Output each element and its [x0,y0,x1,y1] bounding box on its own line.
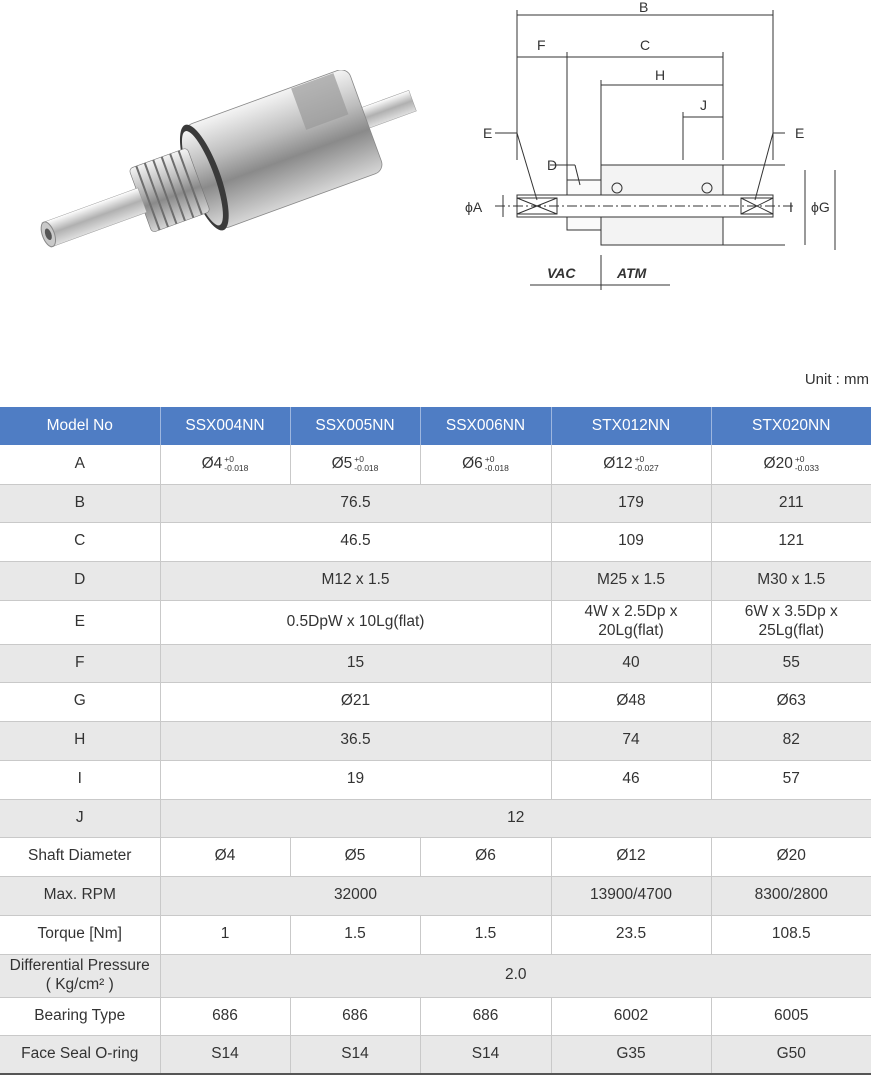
table-row [0,445,871,484]
label-atm: ATM [617,265,647,281]
row-label: Max. RPM [0,876,160,915]
header-stx020nn: STX020NN [711,407,871,445]
row-label: H [0,721,160,760]
table-cell: 4W x 2.5Dp x 20Lg(flat) [551,600,711,644]
table-cell: 74 [551,721,711,760]
table-cell: 0.5DpW x 10Lg(flat) [160,600,551,644]
table-cell: S14 [420,1035,551,1074]
row-label: Differential Pressure ( Kg/cm² ) [0,954,160,997]
table-cell: Ø21 [160,682,551,721]
row-label: J [0,799,160,837]
row-label: G [0,682,160,721]
table-cell: 211 [711,484,871,522]
table-row [0,954,871,997]
table-cell: 23.5 [551,915,711,954]
table-cell: Ø6 [420,837,551,876]
table-cell: S14 [290,1035,420,1074]
table-row [0,760,871,799]
table-cell: 1.5 [420,915,551,954]
table-cell: 109 [551,522,711,561]
table-header-row [0,407,871,445]
table-cell: 32000 [160,876,551,915]
table-cell: 686 [160,997,290,1035]
spec-table [0,407,871,1075]
label-B: B [639,0,649,15]
table-cell: 57 [711,760,871,799]
table-cell: G35 [551,1035,711,1074]
header-ssx005nn: SSX005NN [290,407,420,445]
row-label: B [0,484,160,522]
table-cell: 46.5 [160,522,551,561]
label-phiG: ϕG [811,199,830,215]
row-label: D [0,561,160,600]
table-cell: Ø5 +0 -0.018 [290,445,420,484]
row-label: Bearing Type [0,997,160,1035]
table-cell: 121 [711,522,871,561]
label-D: D [547,157,558,173]
table-cell: 686 [420,997,551,1035]
table-row [0,837,871,876]
table-cell: 1.5 [290,915,420,954]
table-row [0,799,871,837]
table-cell: 12 [160,799,871,837]
table-cell: Ø20 +0 -0.033 [711,445,871,484]
table-cell: Ø63 [711,682,871,721]
table-cell: 8300/2800 [711,876,871,915]
table-cell: 2.0 [160,954,871,997]
table-cell: S14 [160,1035,290,1074]
product-photo [25,70,430,270]
row-label: A [0,445,160,484]
table-cell: G50 [711,1035,871,1074]
table-row [0,721,871,760]
label-H: H [655,67,666,83]
table-cell: 6W x 3.5Dp x 25Lg(flat) [711,600,871,644]
table-cell: Ø12 +0 -0.027 [551,445,711,484]
table-cell: 55 [711,644,871,682]
table-cell: Ø48 [551,682,711,721]
table-cell: 40 [551,644,711,682]
table-cell: 6002 [551,997,711,1035]
table-cell: 76.5 [160,484,551,522]
table-cell: M12 x 1.5 [160,561,551,600]
table-row [0,1035,871,1074]
table-cell: 46 [551,760,711,799]
table-cell: Ø12 [551,837,711,876]
table-cell: 13900/4700 [551,876,711,915]
table-cell: 19 [160,760,551,799]
row-label: Torque [Nm] [0,915,160,954]
table-cell: 1 [160,915,290,954]
row-label: E [0,600,160,644]
row-label: Face Seal O-ring [0,1035,160,1074]
header-ssx006nn: SSX006NN [420,407,551,445]
table-row [0,522,871,561]
unit-label: Unit : mm [804,371,869,388]
table-row [0,600,871,644]
table-row [0,484,871,522]
table-cell: Ø4 +0 -0.018 [160,445,290,484]
label-E-right: E [795,125,805,141]
table-row [0,561,871,600]
row-label: F [0,644,160,682]
table-cell: M25 x 1.5 [551,561,711,600]
label-F: F [537,37,546,53]
table-cell: 6005 [711,997,871,1035]
table-cell: 82 [711,721,871,760]
table-row [0,682,871,721]
table-row [0,915,871,954]
header-stx012nn: STX012NN [551,407,711,445]
label-E-left: E [483,125,493,141]
label-phiA: ϕA [465,199,483,215]
row-label: Shaft Diameter [0,837,160,876]
table-cell: Ø4 [160,837,290,876]
table-cell: Ø20 [711,837,871,876]
dimension-drawing [455,0,865,300]
table-cell: 36.5 [160,721,551,760]
table-cell: 179 [551,484,711,522]
table-cell: 108.5 [711,915,871,954]
header-model-no: Model No [0,407,160,445]
label-C: C [640,37,651,53]
table-cell: Ø6 +0 -0.018 [420,445,551,484]
table-row [0,876,871,915]
row-label: C [0,522,160,561]
header-ssx004nn: SSX004NN [160,407,290,445]
label-I: I [789,199,793,215]
table-cell: M30 x 1.5 [711,561,871,600]
table-cell: Ø5 [290,837,420,876]
table-cell: 15 [160,644,551,682]
row-label: I [0,760,160,799]
table-cell: 686 [290,997,420,1035]
label-J: J [700,97,707,113]
table-row [0,997,871,1035]
label-vac: VAC [547,265,576,281]
table-row [0,644,871,682]
